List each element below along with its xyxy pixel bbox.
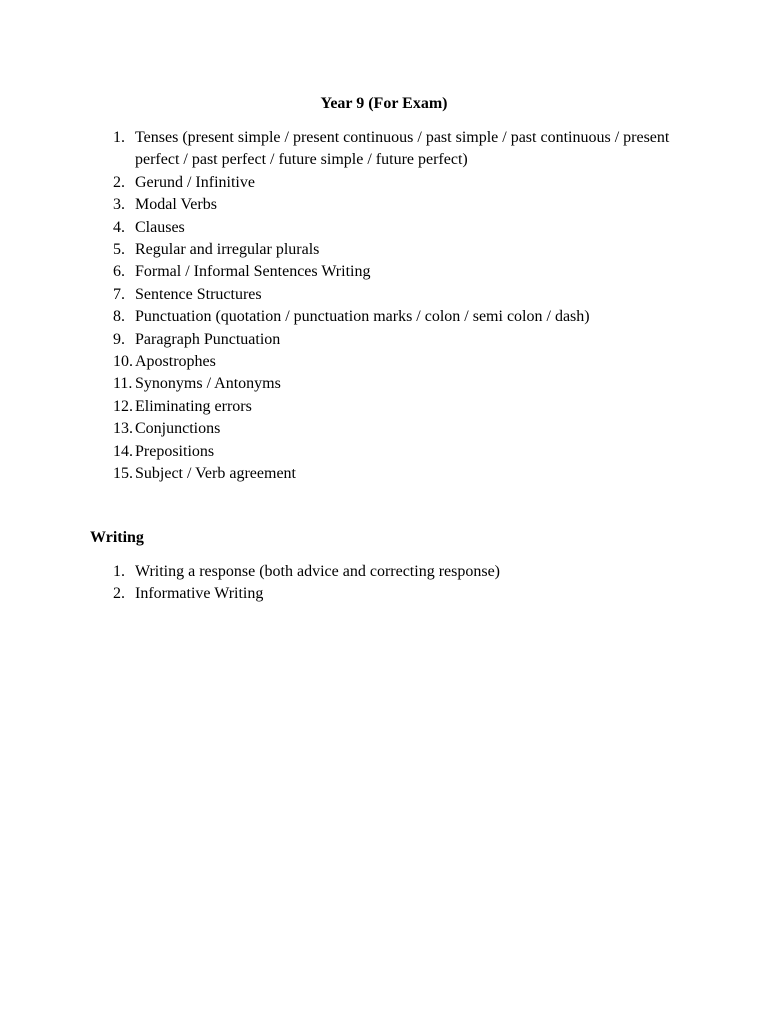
list-item-text: Tenses (present simple / present continuous / past simple / past continuous / present perfect / past perfect / future simple / future perfect)	[135, 129, 670, 169]
list-item	[0, 441, 675, 463]
list-item-number: 13.	[113, 420, 133, 438]
list-item-text: Punctuation (quotation / punctuation marks / colon / semi colon / dash)	[135, 308, 590, 326]
list-item	[0, 172, 675, 194]
list-item	[0, 194, 675, 216]
list-item-text: Conjunctions	[135, 420, 221, 438]
list-item-number: 7.	[113, 285, 125, 303]
list-item-number: 2.	[113, 173, 125, 191]
list-item-text: Regular and irregular plurals	[135, 241, 320, 259]
list-item	[0, 396, 675, 418]
list-item-text: Apostrophes	[135, 353, 216, 371]
list-item-number: 10.	[113, 353, 133, 371]
writing-heading: Writing	[90, 529, 144, 546]
list-item-text: Writing a response (both advice and correcting response)	[135, 563, 500, 580]
list-item-text: Prepositions	[135, 442, 215, 460]
list-item-text: Eliminating errors	[135, 397, 252, 415]
list-item-text: Informative Writing	[135, 585, 264, 603]
list-item-number: 6.	[113, 263, 125, 281]
list-item	[0, 284, 675, 306]
list-item-number: 1.	[113, 563, 125, 580]
list-item-text: Modal Verbs	[135, 196, 217, 214]
list-item	[0, 373, 675, 395]
list-item-text: Gerund / Infinitive	[135, 173, 255, 191]
list-item	[0, 583, 675, 605]
grammar-topic-list	[0, 127, 675, 486]
list-item-text: Clauses	[135, 218, 185, 236]
list-item	[0, 261, 675, 283]
list-item-text: Synonyms / Antonyms	[135, 375, 281, 393]
list-item	[0, 239, 675, 261]
list-item	[0, 561, 675, 583]
list-item	[0, 418, 675, 440]
list-item-number: 9.	[113, 330, 125, 348]
list-item	[0, 329, 675, 351]
list-item	[0, 463, 675, 485]
list-item-text: Subject / Verb agreement	[135, 465, 296, 483]
list-item-number: 8.	[113, 308, 125, 326]
list-item-number: 2.	[113, 585, 125, 603]
list-item	[0, 306, 675, 328]
list-item-number: 11.	[113, 375, 133, 393]
writing-topic-list	[0, 561, 675, 606]
list-item	[0, 351, 675, 373]
list-item	[0, 217, 675, 239]
list-item	[0, 127, 675, 172]
list-item-number: 3.	[113, 196, 125, 214]
list-item-number: 14.	[113, 442, 133, 460]
list-item-text: Paragraph Punctuation	[135, 330, 281, 348]
list-item-number: 1.	[113, 129, 125, 146]
list-item-text: Sentence Structures	[135, 285, 262, 303]
list-item-number: 12.	[113, 397, 133, 415]
list-item-number: 5.	[113, 241, 125, 259]
list-item-number: 4.	[113, 218, 125, 236]
document-title: Year 9 (For Exam)	[320, 95, 448, 112]
list-item-text: Formal / Informal Sentences Writing	[135, 263, 371, 281]
list-item-number: 15.	[113, 465, 133, 483]
